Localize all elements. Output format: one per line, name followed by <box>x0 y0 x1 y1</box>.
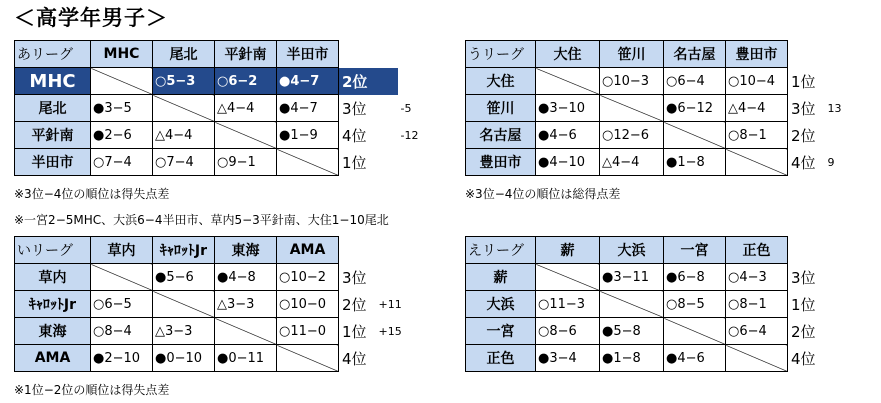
team-column-header: 薪 <box>536 237 600 264</box>
spacer <box>788 237 826 264</box>
team-column-header: ｷｬﾛｯﾄJr <box>153 237 215 264</box>
match-result-cell: △4−4 <box>153 122 215 149</box>
match-result-cell: ○9−1 <box>215 149 277 176</box>
team-row-header: 大浜 <box>466 291 536 318</box>
table-row <box>15 291 417 318</box>
team-column-header: 東海 <box>215 237 277 264</box>
league-a-note: ※3位−4位の順位は得失点差 <box>14 187 170 201</box>
self-match-cell <box>536 264 600 291</box>
rank-label: 4位 <box>342 126 367 145</box>
table-row <box>466 318 856 345</box>
team-column-header: 一宮 <box>664 237 726 264</box>
rank-label: 1位 <box>791 295 816 314</box>
team-column-header: 名古屋 <box>664 41 726 68</box>
match-result-cell: ●0−10 <box>153 345 215 372</box>
match-result-cell: ●6−12 <box>664 95 726 122</box>
point-diff-note <box>399 68 435 95</box>
match-result-cell: △3−3 <box>153 318 215 345</box>
match-result-cell: ○6−2 <box>215 68 277 95</box>
rank-label: 4位 <box>342 349 367 368</box>
league-a-table <box>14 40 435 176</box>
rank-label: 2位 <box>342 295 367 314</box>
match-result-cell: ●3−11 <box>600 264 664 291</box>
match-result-cell: ○11−3 <box>536 291 600 318</box>
self-match-cell <box>215 318 277 345</box>
point-diff-note: -5 <box>400 101 412 115</box>
league-e-table <box>465 236 856 372</box>
rank-label: 1位 <box>342 322 367 341</box>
team-row-header: MHC <box>15 68 91 95</box>
team-column-header: 正色 <box>726 237 788 264</box>
point-diff-note: +11 <box>378 297 402 311</box>
point-diff-note: -12 <box>400 128 419 142</box>
league-e <box>465 236 856 372</box>
team-row-header: 薪 <box>466 264 536 291</box>
match-result-cell: ○6−5 <box>91 291 153 318</box>
match-result-cell: ○11−0 <box>277 318 339 345</box>
rank-label: 4位 <box>791 153 816 172</box>
league-name: うリーグ <box>466 41 536 68</box>
table-row <box>466 122 856 149</box>
match-result-cell: △4−4 <box>600 149 664 176</box>
match-result-cell: ●1−8 <box>600 345 664 372</box>
self-match-cell <box>91 264 153 291</box>
team-row-header: 平針南 <box>15 122 91 149</box>
team-column-header: 大住 <box>536 41 600 68</box>
league-header-row <box>466 237 856 264</box>
match-result-cell: ○5−3 <box>153 68 215 95</box>
middle-note: ※一宮2−5MHC、大浜6−4半田市、草内5−3平針南、大住1−10尾北 <box>14 213 389 227</box>
rank-label: 3位 <box>791 268 816 287</box>
team-column-header: 半田市 <box>277 41 339 68</box>
team-row-header: 大住 <box>466 68 536 95</box>
match-result-cell: △4−4 <box>215 95 277 122</box>
league-name: えリーグ <box>466 237 536 264</box>
team-row-header: 正色 <box>466 345 536 372</box>
league-i-note: ※1位−2位の順位は得失点差 <box>14 383 170 397</box>
match-result-cell: ●6−8 <box>664 264 726 291</box>
spacer <box>377 237 417 264</box>
match-result-cell: ●3−4 <box>536 345 600 372</box>
point-diff-note <box>826 122 856 149</box>
rank-label: 3位 <box>342 99 367 118</box>
point-diff-note <box>826 264 856 291</box>
match-result-cell: ○8−4 <box>91 318 153 345</box>
team-row-header: 草内 <box>15 264 91 291</box>
match-result-cell: ○8−1 <box>726 291 788 318</box>
team-row-header: 一宮 <box>466 318 536 345</box>
self-match-cell <box>726 149 788 176</box>
league-a <box>14 40 435 176</box>
spacer <box>826 237 856 264</box>
spacer <box>339 237 377 264</box>
team-row-header: AMA <box>15 345 91 372</box>
match-result-cell: ○10−4 <box>726 68 788 95</box>
league-name: あリーグ <box>15 41 91 68</box>
rank-label: 2位 <box>791 322 816 341</box>
page-title: ＜高学年男子＞ <box>14 6 168 30</box>
table-row <box>15 68 435 95</box>
match-result-cell: ○12−6 <box>600 122 664 149</box>
league-header-row <box>15 41 435 68</box>
team-column-header: MHC <box>91 41 153 68</box>
match-result-cell: ○10−0 <box>277 291 339 318</box>
league-header-row <box>466 41 856 68</box>
match-result-cell: ○8−1 <box>726 122 788 149</box>
match-result-cell: ○6−4 <box>664 68 726 95</box>
rank-label: 1位 <box>791 72 816 91</box>
spacer <box>788 41 826 68</box>
rank-label: 4位 <box>791 349 816 368</box>
self-match-cell <box>600 95 664 122</box>
team-column-header: AMA <box>277 237 339 264</box>
team-column-header: 豊田市 <box>726 41 788 68</box>
table-row <box>466 291 856 318</box>
self-match-cell <box>153 95 215 122</box>
rank-label: 2位 <box>339 68 399 95</box>
rank-label: 1位 <box>342 153 367 172</box>
match-result-cell: ●4−10 <box>536 149 600 176</box>
team-row-header: ｷｬﾛｯﾄJr <box>15 291 91 318</box>
match-result-cell: ○10−2 <box>277 264 339 291</box>
self-match-cell <box>277 345 339 372</box>
match-result-cell: ●5−8 <box>600 318 664 345</box>
match-result-cell: ●2−10 <box>91 345 153 372</box>
team-row-header: 笹川 <box>466 95 536 122</box>
match-result-cell: ●5−6 <box>153 264 215 291</box>
league-header-row <box>15 237 417 264</box>
match-result-cell: ●4−8 <box>215 264 277 291</box>
self-match-cell <box>536 68 600 95</box>
spacer <box>339 41 399 68</box>
match-result-cell: ●4−7 <box>277 95 339 122</box>
table-row <box>15 345 417 372</box>
match-result-cell: ●1−9 <box>277 122 339 149</box>
self-match-cell <box>664 318 726 345</box>
match-result-cell: ○7−4 <box>153 149 215 176</box>
match-result-cell: ○8−5 <box>664 291 726 318</box>
match-result-cell: ●4−7 <box>277 68 339 95</box>
team-row-header: 尾北 <box>15 95 91 122</box>
point-diff-note: 9 <box>827 155 835 169</box>
point-diff-note <box>826 345 856 372</box>
point-diff-note: 13 <box>827 101 842 115</box>
point-diff-note <box>826 291 856 318</box>
league-u <box>465 40 856 176</box>
match-result-cell: ○6−4 <box>726 318 788 345</box>
team-column-header: 尾北 <box>153 41 215 68</box>
match-result-cell: ●3−10 <box>536 95 600 122</box>
match-result-cell: ●4−6 <box>664 345 726 372</box>
team-row-header: 東海 <box>15 318 91 345</box>
league-name: いリーグ <box>15 237 91 264</box>
match-result-cell: ●2−6 <box>91 122 153 149</box>
point-diff-note <box>399 149 435 176</box>
league-u-table <box>465 40 856 176</box>
match-result-cell: ●3−5 <box>91 95 153 122</box>
table-row <box>466 345 856 372</box>
table-row <box>15 95 435 122</box>
match-result-cell: △3−3 <box>215 291 277 318</box>
point-diff-note <box>377 264 417 291</box>
point-diff-note: +15 <box>378 324 402 338</box>
point-diff-note <box>826 68 856 95</box>
self-match-cell <box>153 291 215 318</box>
point-diff-note <box>377 345 417 372</box>
table-row <box>15 122 435 149</box>
team-column-header: 笹川 <box>600 41 664 68</box>
league-i-table <box>14 236 417 372</box>
self-match-cell <box>664 122 726 149</box>
team-row-header: 豊田市 <box>466 149 536 176</box>
self-match-cell <box>726 345 788 372</box>
self-match-cell <box>277 149 339 176</box>
league-i <box>14 236 417 372</box>
table-row <box>15 318 417 345</box>
spacer <box>399 41 435 68</box>
table-row <box>15 264 417 291</box>
match-result-cell: △4−4 <box>726 95 788 122</box>
match-result-cell: ●1−8 <box>664 149 726 176</box>
team-column-header: 平針南 <box>215 41 277 68</box>
self-match-cell <box>215 122 277 149</box>
table-row <box>15 149 435 176</box>
match-result-cell: ●4−6 <box>536 122 600 149</box>
team-column-header: 大浜 <box>600 237 664 264</box>
table-row <box>466 264 856 291</box>
match-result-cell: ○7−4 <box>91 149 153 176</box>
table-row <box>466 68 856 95</box>
table-row <box>466 149 856 176</box>
match-result-cell: ●0−11 <box>215 345 277 372</box>
team-row-header: 名古屋 <box>466 122 536 149</box>
rank-label: 3位 <box>342 268 367 287</box>
rank-label: 2位 <box>791 126 816 145</box>
table-row <box>466 95 856 122</box>
self-match-cell <box>600 291 664 318</box>
match-result-cell: ○8−6 <box>536 318 600 345</box>
self-match-cell <box>91 68 153 95</box>
league-u-note: ※3位−4位の順位は総得点差 <box>465 187 621 201</box>
match-result-cell: ○4−3 <box>726 264 788 291</box>
team-row-header: 半田市 <box>15 149 91 176</box>
team-column-header: 草内 <box>91 237 153 264</box>
rank-label: 3位 <box>791 99 816 118</box>
match-result-cell: ○10−3 <box>600 68 664 95</box>
point-diff-note <box>826 318 856 345</box>
spacer <box>826 41 856 68</box>
